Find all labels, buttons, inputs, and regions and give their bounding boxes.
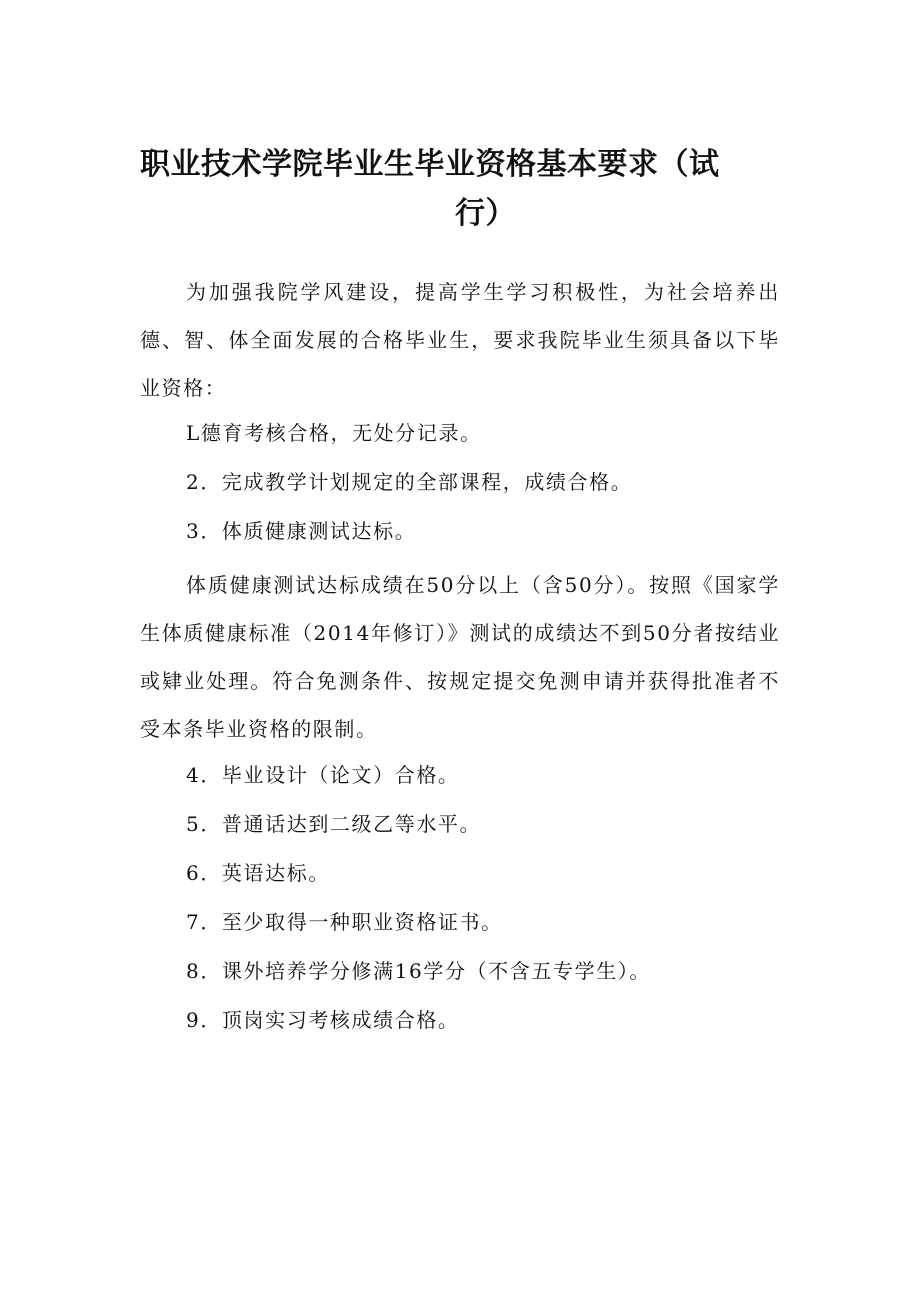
requirement-item-6: 6．英语达标。 (186, 861, 330, 885)
requirement-item-1: L德育考核合格，无处分记录。 (186, 421, 482, 445)
requirement-item-7: 7．至少取得一种职业资格证书。 (186, 910, 503, 934)
requirement-item-4: 4．毕业设计（论文）合格。 (186, 763, 460, 787)
document-title-line-2: 行） (455, 196, 516, 231)
requirement-item-5: 5．普通话达到二级乙等水平。 (186, 812, 482, 836)
requirement-item-2: 2．完成教学计划规定的全部课程，成绩合格。 (186, 470, 633, 494)
intro-paragraph: 为加强我院学风建设，提高学生学习积极性，为社会培养出德、智、体全面发展的合格毕业生，要求我院毕业生须具备以下毕业资格： (140, 280, 780, 400)
health-test-paragraph: 体质健康测试达标成绩在50分以上（含50分）。按照《国家学生体质健康标准（2014年修订）》测试的成绩达不到50分者按结业或肄业处理。符合免测条件、按规定提交免测申请并获得批准者不受本条毕业资格的限制。 (140, 573, 780, 741)
document-title-line-1: 职业技术学院毕业生毕业资格基本要求（试 (140, 147, 720, 182)
requirement-item-9: 9．顶岗实习考核成绩合格。 (186, 1008, 460, 1032)
requirement-item-3: 3．体质健康测试达标。 (186, 519, 417, 543)
requirement-item-8: 8．课外培养学分修满16学分（不含五专学生）。 (186, 959, 651, 983)
